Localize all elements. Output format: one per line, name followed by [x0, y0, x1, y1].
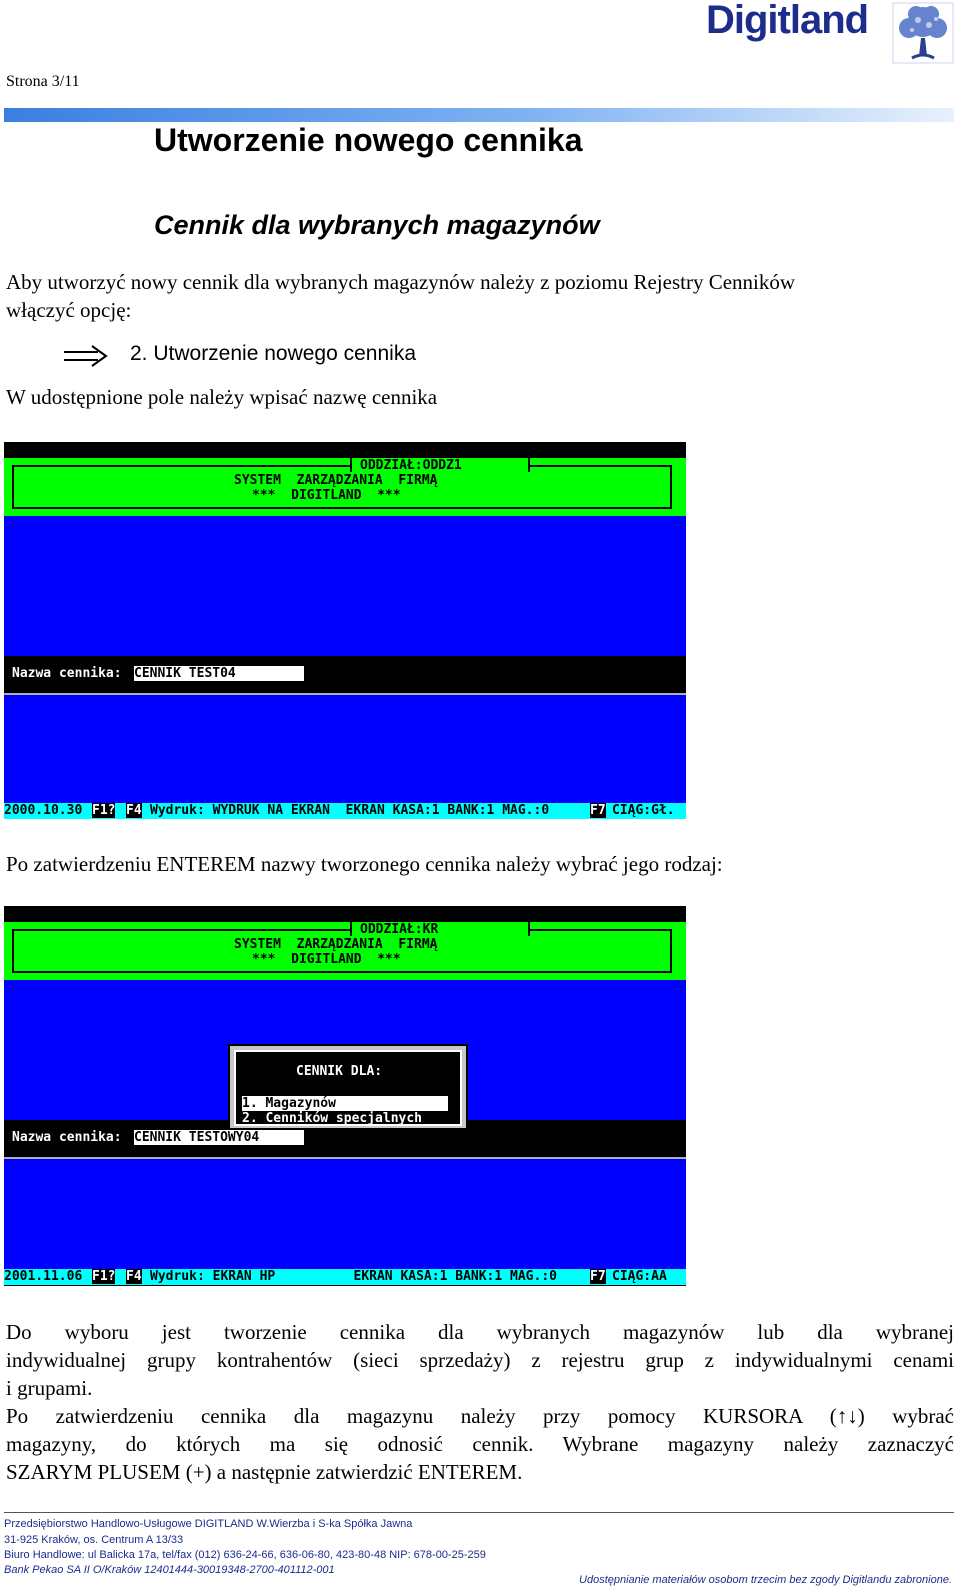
- f4-key[interactable]: F4: [126, 1269, 142, 1284]
- menu-item-magazyny[interactable]: 1. Magazynów: [242, 1096, 448, 1111]
- system-banner: [4, 922, 686, 980]
- status-info: Wydruk: WYDRUK NA EKRAN EKRAN KASA:1 BANK:1 MAG.:0: [150, 803, 550, 818]
- status-bar: [4, 803, 686, 819]
- f4-key[interactable]: F4: [126, 803, 142, 818]
- terminal-screenshot-1: [4, 442, 686, 819]
- type-menu: [228, 1044, 468, 1130]
- footer-address: 31-925 Kraków, os. Centrum A 13/33: [4, 1534, 184, 1546]
- intro-line-2: włączyć opcję:: [6, 298, 132, 322]
- branch-label: ODDZIAŁ:KR: [360, 922, 439, 937]
- system-title: SYSTEM ZARZĄDZANIA FIRMĄ: [234, 473, 438, 488]
- f1-key[interactable]: F1?: [92, 1269, 116, 1284]
- name-input[interactable]: CENNIK TEST04: [134, 666, 304, 681]
- implies-arrow-icon: [62, 342, 122, 370]
- footer-office: Biuro Handlowe: ul Balicka 17a, tel/fax (012) 636-24-66, 636-06-80, 423-80-48 NIP: 678-00-25-259: [4, 1549, 486, 1561]
- name-label: Nazwa cennika:: [12, 1130, 122, 1145]
- header-gradient-bar: [4, 108, 954, 122]
- company-logo: Digitland: [706, 0, 869, 42]
- f7-key[interactable]: F7: [590, 1269, 606, 1284]
- blue-area-top: [4, 516, 686, 656]
- blue-area-bottom: [4, 695, 686, 803]
- status-date: 2000.10.30: [4, 803, 83, 818]
- footer-notice: Udostępnianie materiałów osobom trzecim bez zgody Digitlandu zabronione.: [579, 1574, 952, 1586]
- company-line: *** DIGITLAND ***: [252, 488, 401, 503]
- branch-label: ODDZIAŁ:ODDZ1: [360, 458, 462, 473]
- body-line-1: Do wyboru jest tworzenie cennika dla wybranych magazynów lub dla wybranej: [6, 1320, 954, 1344]
- body-line-4: Po zatwierdzeniu cennika dla magazynu należy przy pomocy KURSORA (↑↓) wybrać: [6, 1404, 954, 1428]
- instruction-1: W udostępnione pole należy wpisać nazwę cennika: [6, 385, 438, 409]
- status-info: Wydruk: EKRAN HP EKRAN KASA:1 BANK:1 MAG.:0: [150, 1269, 557, 1284]
- section-subtitle: Cennik dla wybranych magazynów: [154, 210, 600, 240]
- footer-company: Przedsiębiorstwo Handlowo-Usługowe DIGITLAND W.Wierzba i S-ka Spółka Jawna: [4, 1518, 413, 1530]
- company-line: *** DIGITLAND ***: [252, 952, 401, 967]
- name-label: Nazwa cennika:: [12, 666, 122, 681]
- body-line-3: i grupami.: [6, 1376, 93, 1400]
- body-line-5: magazyny, do których ma się odnosić cennik. Wybrane magazyny należy zaznaczyć: [6, 1432, 954, 1456]
- status-end: CIĄG:Gł.: [612, 803, 675, 818]
- terminal-screenshot-2: [4, 906, 686, 1286]
- blue-area-bottom: [4, 1159, 686, 1269]
- f7-key[interactable]: F7: [590, 803, 606, 818]
- menu-option: 2. Utworzenie nowego cennika: [130, 342, 417, 365]
- status-bar: [4, 1269, 686, 1285]
- body-line-6: SZARYM PLUSEM (+) a następnie zatwierdzić ENTEREM.: [6, 1460, 523, 1484]
- intro-line-1: Aby utworzyć nowy cennik dla wybranych magazynów należy z poziomu Rejestry Cenników: [6, 270, 796, 294]
- system-title: SYSTEM ZARZĄDZANIA FIRMĄ: [234, 937, 438, 952]
- footer-divider: [4, 1512, 954, 1513]
- body-line-2: indywidualnej grupy kontrahentów (sieci sprzedaży) z rejestru grup z indywidualnymi cenami: [6, 1348, 954, 1372]
- system-banner: [4, 458, 686, 516]
- menu-title: CENNIK DLA:: [296, 1064, 383, 1079]
- footer-bank: Bank Pekao SA II O/Kraków 12401444-30019348-2700-401112-001: [4, 1564, 335, 1576]
- name-bar: [4, 656, 686, 694]
- status-end: CIĄG:AA: [612, 1269, 667, 1284]
- instruction-2: Po zatwierdzeniu ENTEREM nazwy tworzonego cennika należy wybrać jego rodzaj:: [6, 852, 723, 876]
- tree-logo-icon: [892, 2, 954, 64]
- page-number: Strona 3/11: [6, 73, 80, 90]
- status-date: 2001.11.06: [4, 1269, 83, 1284]
- menu-item-cenniki-specjalne[interactable]: 2. Cenników specjalnych: [242, 1111, 423, 1126]
- page-title: Utworzenie nowego cennika: [154, 122, 583, 158]
- name-input[interactable]: CENNIK TESTOWY04: [134, 1130, 304, 1145]
- f1-key[interactable]: F1?: [92, 803, 116, 818]
